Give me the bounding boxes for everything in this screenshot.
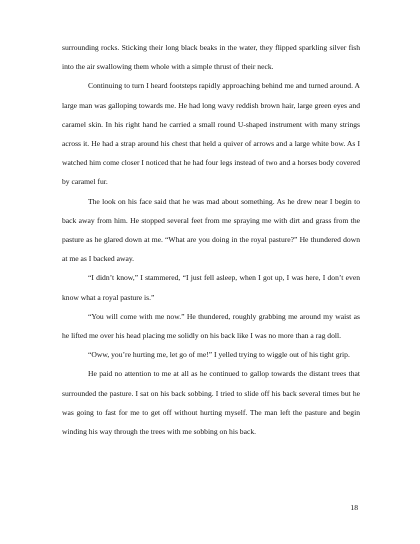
paragraph: “You will come with me now.” He thundered, roughly grabbing me around my waist as he lifted me over his head placing me solidly on his back like I was no more than a rag doll. [62, 311, 360, 341]
paragraph: Continuing to turn I heard footsteps rapidly approaching behind me and turned around. A large man was galloping towards me. He had long wavy reddish brown hair, large green eyes and caramel skin. In his right hand he carried a small round U-shaped instrument with many strings across it. He had a strap around his chest that held a quiver of arrows and a large white bow. As I watched him come closer I noticed that he had four legs instead of two and a horses body covered by caramel fur. [62, 81, 360, 187]
paragraph: The look on his face said that he was mad about something. As he drew near I begin to back away from him. He stopped several feet from me spraying me with dirt and grass from the pasture as he glared down at me. “What are you doing in the royal pasture?” He thundered down at me as I backed away. [62, 196, 360, 264]
page-number: 18 [350, 503, 358, 512]
paragraph: “I didn’t know,” I stammered, “I just fell asleep, when I got up, I was here, I don’t even know what a royal pasture is.” [62, 273, 360, 302]
paragraph: He paid no attention to me at all as he continued to gallop towards the distant trees that surrounded the pasture. I sat on his back sobbing. I tried to slide off his back several times but he was going to fast for me to get off without hurting myself. The man left the pasture and begin winding his way through the trees with me sobbing on his back. [62, 369, 360, 437]
paragraph: surrounding rocks. Sticking their long black beaks in the water, they flipped sparkling silver fish into the air swallowing them whole with a simple thrust of their neck. [62, 43, 360, 72]
paragraph: “Oww, you’re hurting me, let go of me!” I yelled trying to wiggle out of his tight grip. [88, 350, 350, 360]
body-text [62, 38, 360, 441]
